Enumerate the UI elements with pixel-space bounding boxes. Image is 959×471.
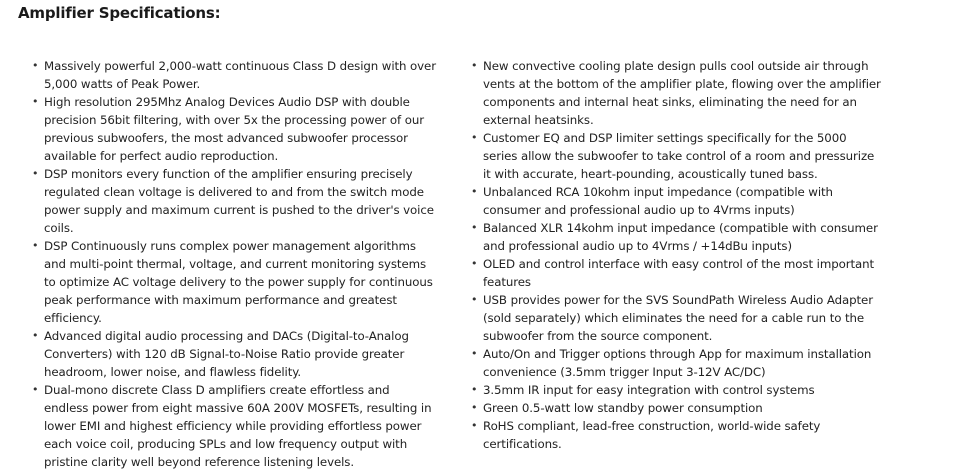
- spec-list-item: [471, 345, 881, 381]
- bullet-icon: •: [471, 401, 478, 414]
- bullet-icon: •: [32, 239, 39, 252]
- spec-list-right: [471, 57, 881, 453]
- spec-list-item: [32, 327, 437, 381]
- spec-list-item: [32, 57, 437, 93]
- bullet-icon: •: [32, 167, 39, 180]
- spec-text: OLED and control interface with easy control of the most important features: [483, 257, 875, 289]
- spec-text: Advanced digital audio processing and DACs (Digital-to-Analog Converters) with 120 dB Signal-to-Noise Ratio provide greater headroom, lower noise, and flawless fidelity.: [44, 329, 409, 379]
- spec-list-item: [32, 381, 437, 471]
- spec-text: Customer EQ and DSP limiter settings specifically for the 5000 series allow the subwoofer to take control of a room and pressurize it with accurate, heart-pounding, acoustically tuned bass.: [483, 131, 875, 181]
- spec-text: 3.5mm IR input for easy integration with control systems: [483, 383, 815, 397]
- spec-text: RoHS compliant, lead-free construction, world-wide safety certifications.: [483, 419, 821, 451]
- bullet-icon: •: [471, 293, 478, 306]
- spec-list-item: [471, 381, 881, 399]
- bullet-icon: •: [471, 59, 478, 72]
- section-heading: Amplifier Specifications:: [18, 4, 221, 22]
- bullet-icon: •: [32, 383, 39, 396]
- bullet-icon: •: [471, 257, 478, 270]
- bullet-icon: •: [471, 185, 478, 198]
- spec-text: DSP monitors every function of the amplifier ensuring precisely regulated clean voltage is delivered to and from the switch mode power supply and maximum current is pushed to the driver's voice coils.: [44, 167, 434, 235]
- spec-text: DSP Continuously runs complex power management algorithms and multi-point thermal, voltage, and current monitoring systems to optimize AC voltage delivery to the power supply for continuous peak performance with maximum performance and greatest efficiency.: [44, 239, 433, 325]
- bullet-icon: •: [32, 95, 39, 108]
- spec-list-item: [471, 399, 881, 417]
- spec-list-item: [471, 417, 881, 453]
- spec-text: New convective cooling plate design pulls cool outside air through vents at the bottom of the amplifier plate, flowing over the amplifier components and internal heat sinks, eliminating the need for an external heatsinks.: [483, 59, 881, 127]
- spec-list-item: [32, 165, 437, 237]
- bullet-icon: •: [471, 221, 478, 234]
- spec-text: Auto/On and Trigger options through App for maximum installation convenience (3.5mm trigger Input 3-12V AC/DC): [483, 347, 872, 379]
- spec-list-item: [32, 93, 437, 165]
- bullet-icon: •: [32, 329, 39, 342]
- bullet-icon: •: [32, 59, 39, 72]
- spec-list-item: [471, 219, 881, 255]
- spec-list-item: [32, 237, 437, 327]
- spec-text: Dual-mono discrete Class D amplifiers create effortless and endless power from eight massive 60A 200V MOSFETs, resulting in lower EMI and highest efficiency while providing effortless power each voice coil, producing SPLs and low frequency output with pristine clarity well beyond reference listening levels.: [44, 383, 432, 469]
- spec-list-item: [471, 291, 881, 345]
- spec-list-item: [471, 129, 881, 183]
- spec-list-left: [32, 57, 437, 471]
- spec-text: Massively powerful 2,000-watt continuous Class D design with over 5,000 watts of Peak Power.: [44, 59, 436, 91]
- spec-list-item: [471, 183, 881, 219]
- spec-list-item: [471, 57, 881, 129]
- spec-list-item: [471, 255, 881, 291]
- bullet-icon: •: [471, 383, 478, 396]
- bullet-icon: •: [471, 419, 478, 432]
- bullet-icon: •: [471, 347, 478, 360]
- spec-text: High resolution 295Mhz Analog Devices Audio DSP with double precision 56bit filtering, with over 5x the processing power of our previous subwoofers, the most advanced subwoofer processor available for perfect audio reproduction.: [44, 95, 424, 163]
- spec-text: Unbalanced RCA 10kohm input impedance (compatible with consumer and professional audio up to 4Vrms inputs): [483, 185, 833, 217]
- bullet-icon: •: [471, 131, 478, 144]
- spec-text: USB provides power for the SVS SoundPath Wireless Audio Adapter (sold separately) which eliminates the need for a cable run to the subwoofer from the source component.: [483, 293, 873, 343]
- spec-text: Green 0.5-watt low standby power consumption: [483, 401, 763, 415]
- spec-text: Balanced XLR 14kohm input impedance (compatible with consumer and professional audio up to 4Vrms / +14dBu inputs): [483, 221, 878, 253]
